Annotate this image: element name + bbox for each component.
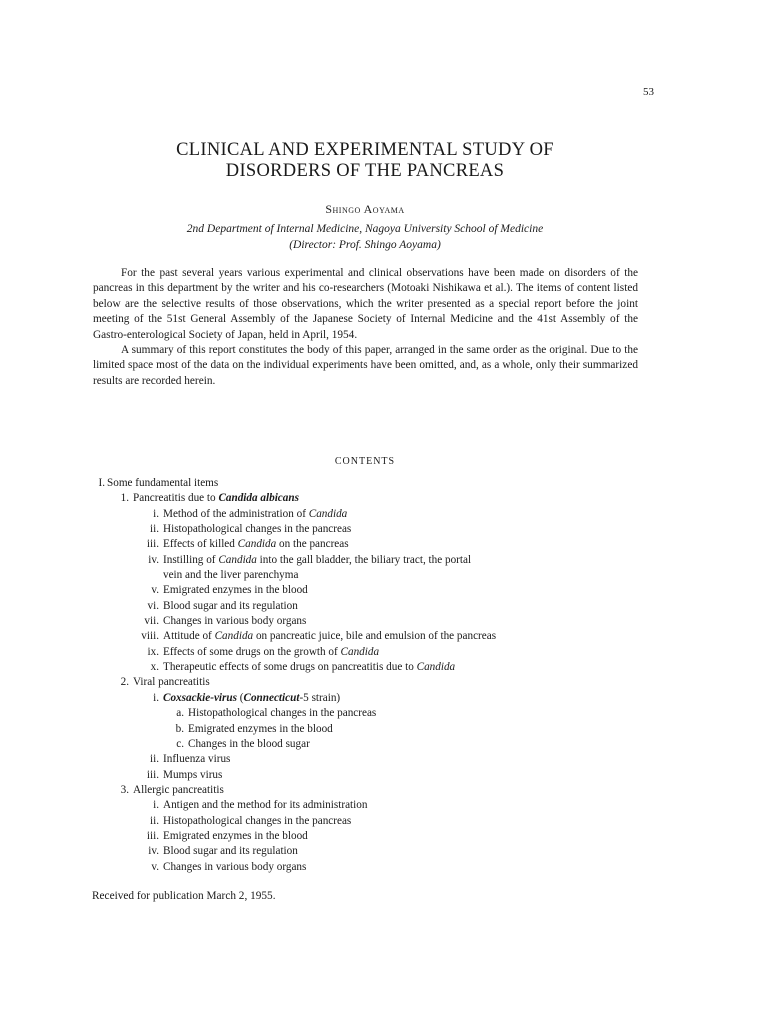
toc-text: Method of the administration of	[163, 507, 309, 520]
toc-emphasis: Candida	[308, 507, 348, 520]
toc-text: Influenza virus	[163, 753, 231, 766]
toc-item	[93, 507, 641, 522]
abstract-paragraph-1: For the past several years various experimental and clinical observations have been made on disorders of the pancreas in this department by the writer and his co-researchers (Motoaki Nishikawa et al.). The items of content listed below are the selective results of those observations, which the writer presented as a special report before the joint meeting of the 51st General Assembly of the Japanese Society of Internal Medicine and the 41st Assembly of the Gastro-enterological Society of Japan, held in April, 1954.	[93, 267, 638, 341]
toc-number: vii.	[144, 615, 159, 628]
contents-heading: CONTENTS	[334, 456, 396, 467]
toc-emphasis: Candida	[218, 553, 257, 566]
toc-text: into the gall bladder, the biliary tract, the portal	[256, 553, 472, 566]
toc-item-continuation	[93, 568, 641, 583]
toc-number: i.	[153, 799, 159, 812]
toc-number: ii.	[149, 523, 159, 536]
toc-text: Allergic pancreatitis	[133, 783, 224, 796]
toc-number: iii.	[146, 538, 159, 551]
toc-item	[93, 752, 641, 767]
toc-text: Blood sugar and its regulation	[163, 599, 298, 612]
toc-item	[93, 553, 641, 568]
toc-text: vein and the liver parenchyma	[163, 569, 299, 582]
toc-number: v.	[151, 584, 159, 597]
toc-item	[93, 798, 641, 813]
toc-item	[93, 860, 641, 875]
toc-number: viii.	[141, 630, 159, 643]
toc-section-1	[93, 476, 641, 491]
affiliation-line-2: (Director: Prof. Shingo Aoyama)	[289, 239, 441, 251]
title-line-2: DISORDERS OF THE PANCREAS	[225, 161, 505, 181]
paper-title	[90, 140, 640, 182]
toc-item	[93, 768, 641, 783]
table-of-contents	[93, 476, 641, 875]
toc-emphasis: Candida albicans	[218, 492, 299, 505]
toc-item	[93, 614, 641, 629]
page-number: 53	[643, 86, 654, 98]
toc-number: a.	[176, 707, 184, 720]
toc-item	[93, 844, 641, 859]
toc-emphasis: Candida	[416, 661, 456, 674]
abstract	[93, 266, 638, 389]
toc-number: ii.	[149, 753, 159, 766]
toc-text: Emigrated enzymes in the blood	[163, 829, 308, 842]
toc-item	[93, 829, 641, 844]
toc-text: Emigrated enzymes in the blood	[163, 584, 308, 597]
toc-number: iii.	[146, 768, 159, 781]
toc-text: Blood sugar and its regulation	[163, 845, 298, 858]
toc-text: Mumps virus	[163, 768, 223, 781]
toc-number: c.	[176, 737, 184, 750]
author-name: Shingo Aoyama	[325, 202, 405, 216]
toc-item	[93, 660, 641, 675]
toc-number: i.	[153, 691, 159, 704]
toc-item	[93, 629, 641, 644]
toc-text: Histopathological changes in the pancreas	[188, 707, 377, 720]
toc-item	[93, 783, 641, 798]
affiliation	[90, 221, 640, 253]
toc-emphasis: Candida	[340, 645, 380, 658]
toc-text: -5 strain)	[299, 691, 341, 704]
toc-text: Histopathological changes in the pancreas	[163, 523, 352, 536]
toc-item	[93, 522, 641, 537]
toc-item	[93, 706, 641, 721]
toc-number: vi.	[147, 599, 159, 612]
toc-emphasis: Coxsackie-virus	[163, 691, 237, 704]
toc-item	[93, 645, 641, 660]
title-line-1: CLINICAL AND EXPERIMENTAL STUDY OF	[176, 140, 554, 160]
toc-number: ix.	[147, 645, 159, 658]
toc-number: x.	[150, 661, 159, 674]
toc-item	[93, 737, 641, 752]
toc-number: i.	[153, 507, 159, 520]
toc-text: Attitude of	[163, 630, 215, 643]
toc-text: (	[236, 691, 244, 704]
toc-text: Histopathological changes in the pancreas	[163, 814, 352, 827]
toc-item	[93, 583, 641, 598]
toc-text: Effects of some drugs on the growth of	[163, 645, 341, 658]
toc-number: 3.	[120, 783, 129, 796]
toc-text: Effects of killed	[163, 538, 238, 551]
abstract-paragraph-2: A summary of this report constitutes the body of this paper, arranged in the same order as the original. Due to the limited space most of the data on the individual experiments have been omitted, and, as a whole, only their summarized results are recorded herein.	[93, 344, 638, 387]
toc-number: 2.	[120, 676, 129, 689]
toc-item	[93, 814, 641, 829]
toc-text: Changes in various body organs	[163, 860, 307, 873]
toc-text: Changes in the blood sugar	[188, 737, 310, 750]
toc-text: Some fundamental items	[107, 477, 219, 489]
toc-item	[93, 691, 641, 706]
toc-text: Viral pancreatitis	[133, 676, 210, 689]
toc-emphasis: Candida	[237, 538, 277, 551]
toc-text: Instilling of	[163, 553, 219, 566]
toc-number: iii.	[146, 829, 159, 842]
toc-number: I.	[98, 477, 105, 489]
toc-number: iv.	[148, 553, 159, 566]
toc-text: on the pancreas	[276, 538, 349, 551]
toc-text: Pancreatitis due to	[133, 492, 219, 505]
toc-item	[93, 675, 641, 690]
toc-text: on pancreatic juice, bile and emulsion of the pancreas	[253, 630, 497, 643]
received-date-footnote: Received for publication March 2, 1955.	[92, 890, 276, 902]
toc-number: ii.	[149, 814, 159, 827]
toc-item	[93, 599, 641, 614]
toc-emphasis: Candida	[214, 630, 254, 643]
toc-text: Emigrated enzymes in the blood	[188, 722, 333, 735]
toc-number: 1.	[120, 492, 129, 505]
affiliation-line-1: 2nd Department of Internal Medicine, Nagoya University School of Medicine	[186, 223, 544, 235]
toc-number: iv.	[148, 845, 159, 858]
toc-emphasis: Connecticut	[243, 691, 300, 704]
toc-text: Antigen and the method for its administration	[163, 799, 368, 812]
toc-item	[93, 491, 641, 506]
toc-item	[93, 537, 641, 552]
toc-number: b.	[175, 722, 184, 735]
toc-text: Changes in various body organs	[163, 615, 307, 628]
toc-number: v.	[151, 860, 159, 873]
toc-item	[93, 722, 641, 737]
toc-text: Therapeutic effects of some drugs on pancreatitis due to	[163, 661, 417, 674]
